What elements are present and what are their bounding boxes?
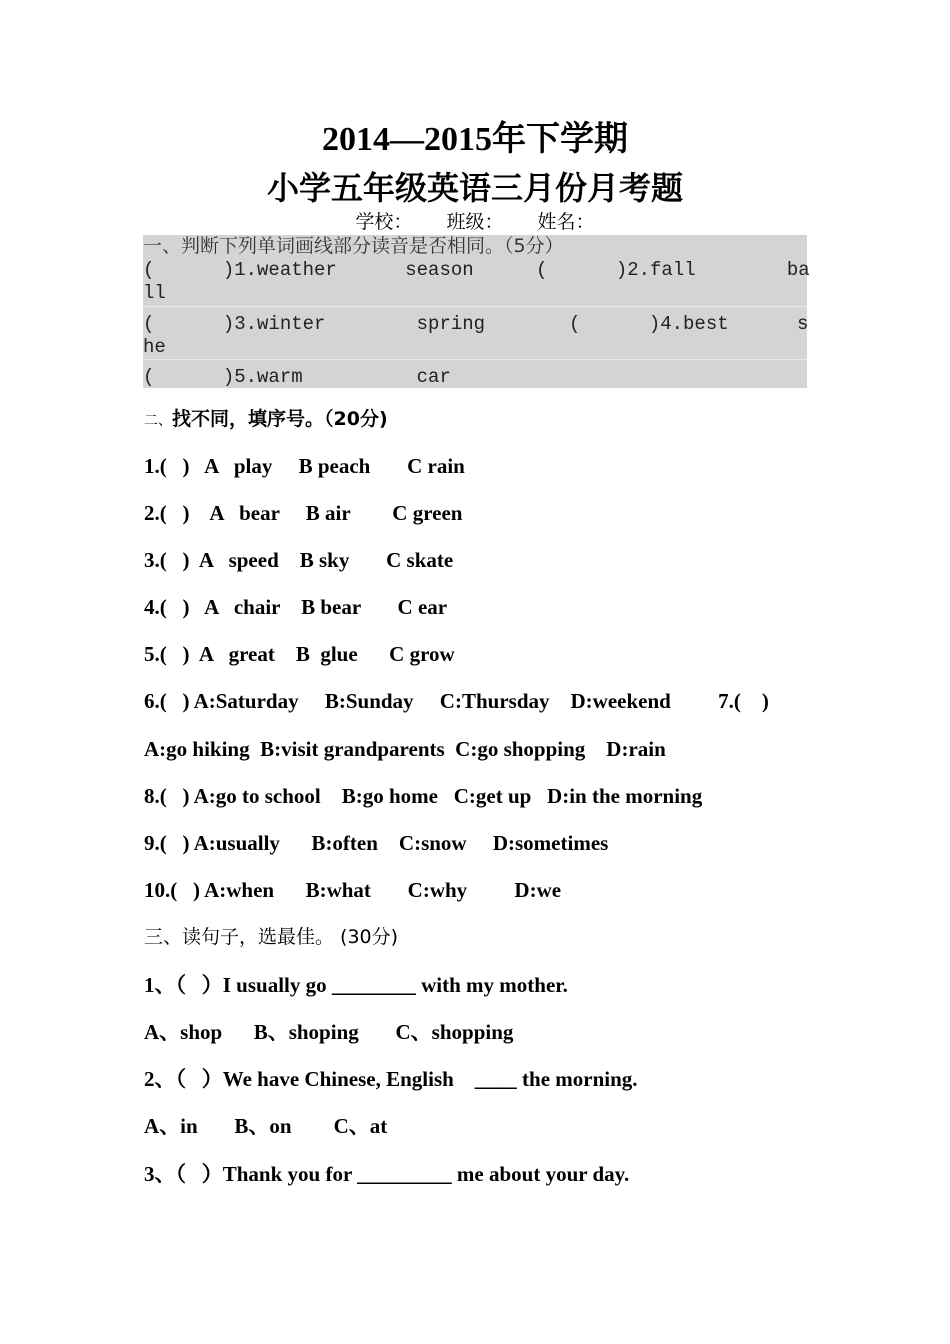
section3-question-2-options: A、in B、on C、at [144,1114,388,1138]
section2-question-7: A:go hiking B:visit grandparents C:go shopping D:rain [144,737,666,761]
exam-title: 小学五年级英语三月份月考题 [266,169,683,207]
section2-question-4: 4.( ) A chair B bear C ear [144,595,448,619]
section2-question-5: 5.( ) A great B glue C grow [144,642,455,666]
section1-row-2b: ( )4.best s [569,313,809,335]
section3-question-1-options: A、shop B、shoping C、shopping [144,1020,514,1044]
section3-question-1: 1、（ ）I usually go ________ with my mother. [144,973,568,997]
student-info-line [0,209,950,235]
section2-question-3: 3.( ) A speed B sky C skate [144,548,454,572]
section2-question-6: 6.( ) A:Saturday B:Sunday C:Thursday D:weekend 7.( ) [144,689,769,713]
name-label: 姓名： [537,211,595,233]
section1-shaded-box [143,235,810,388]
section3-heading: 三、读句子，选最佳。 (30分) [144,926,399,948]
section1-row-1-wrap: ll [143,282,166,304]
exam-title-year: 2014—2015年下学期 [322,121,628,158]
section2-heading-prefix: 二、 [144,413,172,429]
section2-heading [144,405,388,434]
class-label: 班级： [446,211,504,233]
section1-divider [143,306,807,307]
section2-question-10: 10.( ) A:when B:what C:why D:we [144,878,562,902]
section1-row-1b: ( )2.fall ba [536,259,810,281]
section3-question-2: 2、（ ）We have Chinese, English ____ the morning. [144,1067,638,1091]
section1-row-3a: ( )5.warm car [143,366,451,388]
section1-heading: 一、判断下列单词画线部分读音是否相同。（5分） [143,235,564,257]
section2-question-1: 1.( ) A play B peach C rain [144,454,465,478]
section1-row-2a: ( )3.winter spring [143,313,486,335]
section2-question-2: 2.( ) A bear B air C green [144,501,463,525]
section1-row-1a: ( )1.weather season [143,259,474,281]
section2-question-9: 9.( ) A:usually B:often C:snow D:sometimes [144,831,609,855]
section3-question-3: 3、（ ）Thank you for _________ me about your day. [144,1162,630,1186]
section1-row-2-wrap: he [143,336,166,358]
section2-question-8: 8.( ) A:go to school B:go home C:get up D:in the morning [144,784,703,808]
school-label: 学校： [355,211,413,233]
section1-divider [143,359,807,360]
section2-heading-text: 找不同，填序号。（20分) [172,408,388,430]
